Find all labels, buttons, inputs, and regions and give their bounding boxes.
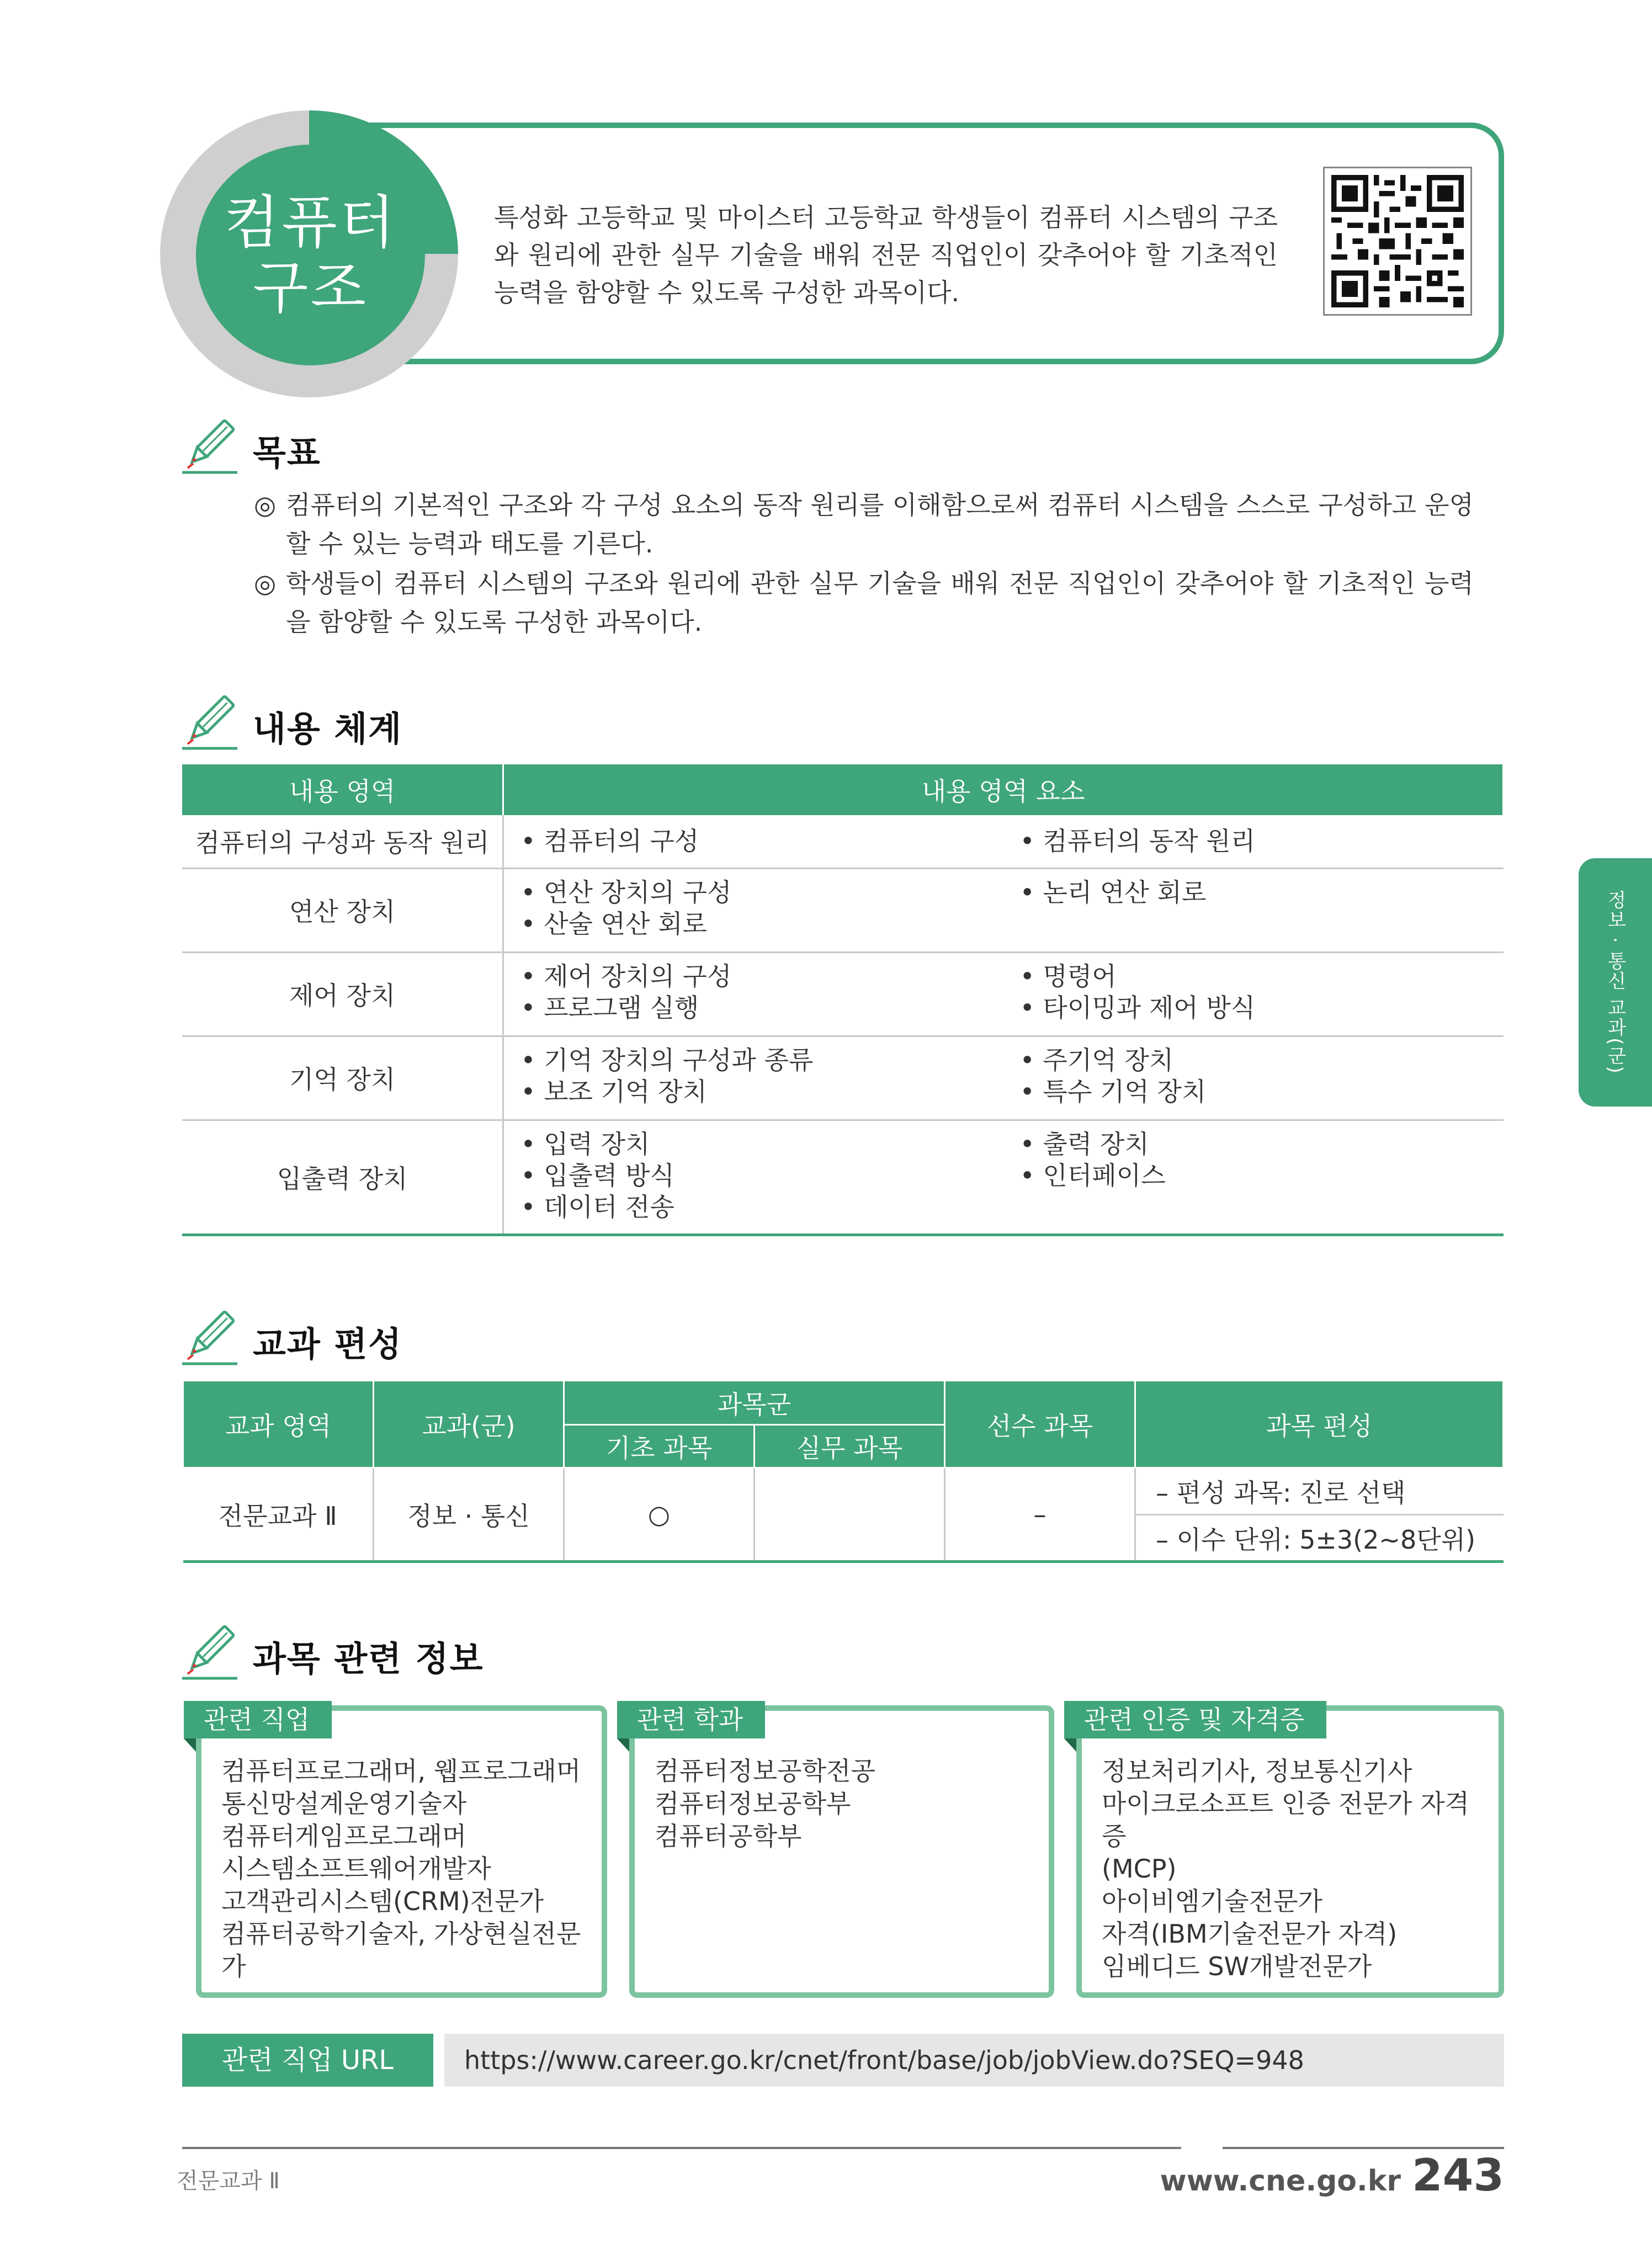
list-item: 컴퓨터게임프로그래머 (221, 1821, 467, 1851)
list-item: 마이크로소프트 인증 전문가 자격증 (1102, 1789, 1469, 1851)
related-url-link[interactable]: https://www.career.go.kr/cnet/front/base/job/jobView.do?SEQ=948 (444, 2034, 1504, 2087)
related-depts-box (629, 1705, 1054, 1998)
goal-bullet: ◎ (254, 568, 277, 598)
related-heading (182, 1620, 484, 1681)
col-practice-header: 실무 과목 (755, 1425, 945, 1468)
pencil-icon (182, 414, 237, 475)
list-item: 임베디드 SW개발전문가 (1102, 1951, 1372, 1981)
col-composition-header: 과목 편성 (1135, 1381, 1504, 1468)
content-title: 내용 체계 (253, 709, 403, 749)
list-item: 컴퓨터공학부 (655, 1821, 802, 1851)
col-area-header: 내용 영역 (182, 764, 503, 815)
composition-cell: – 편성 과목: 진로 선택 (1135, 1468, 1504, 1515)
element-cell: • 논리 연산 회로 (1003, 868, 1504, 952)
area-cell: 연산 장치 (182, 868, 503, 952)
col-prereq-header: 선수 과목 (945, 1381, 1135, 1468)
subject-cell: 정보 · 통신 (374, 1468, 564, 1562)
table-row (182, 952, 1504, 1036)
course-title-line2: 구조 (253, 254, 368, 321)
footer-divider (1223, 2147, 1504, 2149)
footer-page-info (1160, 2150, 1504, 2201)
footer-url[interactable]: www.cne.go.kr (1160, 2165, 1401, 2198)
list-item: 컴퓨터정보공학전공 (655, 1756, 875, 1786)
qr-code[interactable] (1323, 167, 1472, 316)
related-certs-list (1102, 1755, 1482, 1983)
list-item: 정보처리기사, 정보통신기사 (1102, 1756, 1412, 1786)
side-tab-label: 정보 · 통신 교과(군) (1604, 890, 1626, 1075)
footer-divider (182, 2147, 1181, 2149)
basic-cell: ○ (564, 1468, 755, 1562)
goal-text: 컴퓨터의 기본적인 구조와 각 구성 요소의 동작 원리를 이해함으로써 컴퓨터 시스템을 스스로 구성하고 운영할 수 있는 능력과 태도를 기른다. (286, 490, 1474, 559)
element-cell: • 연산 장치의 구성 • 산술 연산 회로 (503, 868, 1003, 952)
curriculum-heading (182, 1305, 402, 1366)
col-subject-header: 교과(군) (374, 1381, 564, 1468)
tab-fold (617, 1738, 629, 1752)
list-item: (MCP) (1102, 1854, 1177, 1884)
list-item: 아이비엠기술전문가 (1102, 1886, 1322, 1916)
related-url-label: 관련 직업 URL (182, 2034, 433, 2087)
table-header-row (183, 1381, 1504, 1425)
col-elements-header: 내용 영역 요소 (503, 764, 1504, 815)
related-certs-box (1076, 1705, 1504, 1998)
element-cell: • 주기억 장치 • 특수 기억 장치 (1003, 1036, 1504, 1120)
element-cell: • 제어 장치의 구성 • 프로그램 실행 (503, 952, 1003, 1036)
goal-item (254, 486, 1474, 563)
list-item: 컴퓨터정보공학부 (655, 1789, 851, 1818)
table-row (182, 868, 1504, 952)
table-header-row (182, 764, 1504, 815)
list-item: 시스템소프트웨어개발자 (221, 1854, 491, 1884)
course-title (196, 145, 425, 365)
pencil-icon (182, 1620, 237, 1681)
tab-fold (184, 1738, 196, 1752)
content-heading (182, 690, 402, 751)
goal-bullet: ◎ (254, 490, 277, 520)
list-item: 컴퓨터공학기술자, 가상현실전문가 (221, 1919, 581, 1981)
element-cell: • 명령어 • 타이밍과 제어 방식 (1003, 952, 1504, 1036)
area-cell: 기억 장치 (182, 1036, 503, 1120)
composition-cell: – 이수 단위: 5±3(2~8단위) (1135, 1515, 1504, 1562)
col-domain-header: 교과 영역 (183, 1381, 374, 1468)
related-depts-tab: 관련 학과 (617, 1701, 765, 1738)
col-group-header: 과목군 (564, 1381, 945, 1425)
area-cell: 제어 장치 (182, 952, 503, 1036)
page-number: 243 (1412, 2150, 1504, 2201)
pencil-icon (182, 690, 237, 751)
footer-section-name: 전문교과 Ⅱ (177, 2168, 280, 2194)
goal-item (254, 564, 1474, 641)
section-side-tab (1579, 858, 1652, 1107)
table-row (183, 1468, 1504, 1515)
course-intro-box (353, 123, 1504, 364)
col-basic-header: 기초 과목 (564, 1425, 755, 1468)
list-item: 자격(IBM기술전문가 자격) (1102, 1919, 1398, 1949)
element-cell: • 입력 장치 • 입출력 방식 • 데이터 전송 (503, 1120, 1003, 1235)
table-row (182, 815, 1504, 868)
goal-list (254, 486, 1474, 642)
goal-heading (182, 414, 321, 475)
table-row (182, 1120, 1504, 1235)
element-cell: • 기억 장치의 구성과 종류 • 보조 기억 장치 (503, 1036, 1003, 1120)
curriculum-title: 교과 편성 (253, 1324, 403, 1364)
curriculum-table (182, 1380, 1504, 1563)
related-jobs-tab: 관련 직업 (184, 1701, 332, 1738)
list-item: 통신망설계운영기술자 (221, 1789, 467, 1818)
related-jobs-box (196, 1705, 607, 1998)
content-table (182, 764, 1504, 1236)
pencil-icon (182, 1305, 237, 1366)
practice-cell (755, 1468, 945, 1562)
related-title: 과목 관련 정보 (253, 1639, 484, 1679)
related-url-row (182, 2034, 1504, 2087)
prereq-cell: – (945, 1468, 1135, 1562)
element-cell: • 컴퓨터의 구성 (503, 815, 1003, 868)
course-description: 특성화 고등학교 및 마이스터 고등학교 학생들이 컴퓨터 시스템의 구조와 원리에 관한 실무 기술을 배워 전문 직업인이 갖추어야 할 기초적인 능력을 함양할 수 있도록 구성한 과목이다. (494, 203, 1278, 307)
element-cell: • 출력 장치 • 인터페이스 (1003, 1120, 1504, 1235)
tab-fold (1064, 1738, 1076, 1752)
goal-text: 학생들이 컴퓨터 시스템의 구조와 원리에 관한 실무 기술을 배워 전문 직업인이 갖추어야 할 기초적인 능력을 함양할 수 있도록 구성한 과목이다. (286, 568, 1474, 637)
list-item: 컴퓨터프로그래머, 웹프로그래머 (221, 1756, 581, 1786)
table-row (182, 1036, 1504, 1120)
related-jobs-list (221, 1755, 585, 1983)
goal-title: 목표 (253, 433, 321, 473)
area-cell: 입출력 장치 (182, 1120, 503, 1235)
domain-cell: 전문교과 Ⅱ (183, 1468, 374, 1562)
course-title-line1: 컴퓨터 (224, 189, 397, 256)
element-cell: • 컴퓨터의 동작 원리 (1003, 815, 1504, 868)
related-depts-list (655, 1755, 1032, 1853)
related-certs-tab: 관련 인증 및 자격증 (1064, 1701, 1326, 1738)
area-cell: 컴퓨터의 구성과 동작 원리 (182, 815, 503, 868)
list-item: 고객관리시스템(CRM)전문가 (221, 1886, 544, 1916)
